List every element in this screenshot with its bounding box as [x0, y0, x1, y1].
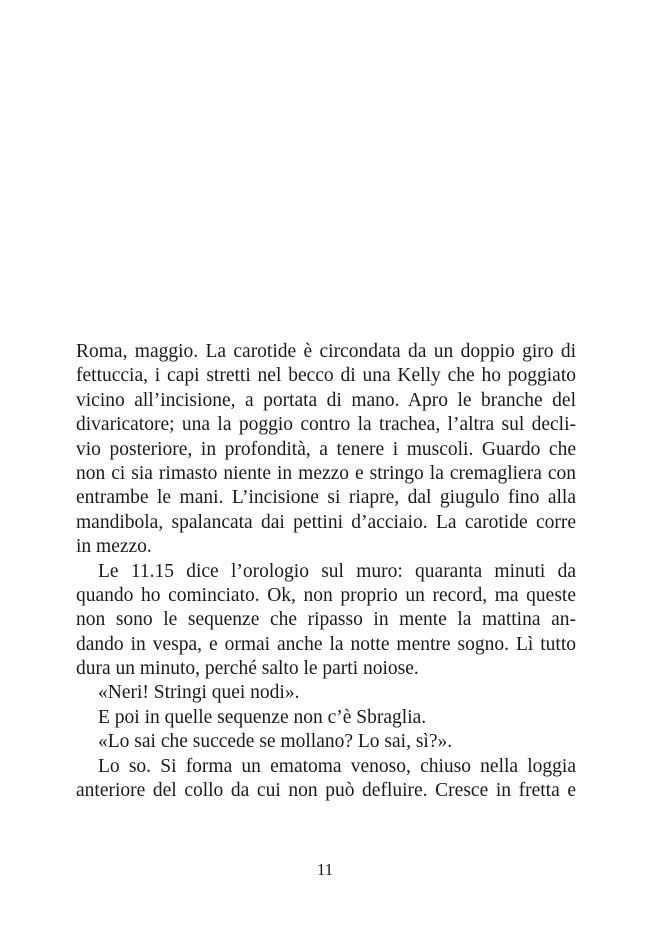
text-line: vicino all’incisione, a portata di mano. Apro le branche del [76, 389, 576, 411]
text-line: vio posteriore, in profondità, a tenere i muscoli. Guardo che [76, 438, 576, 460]
text-line: E poi in quelle sequenze non c’è Sbraglia. [98, 706, 427, 728]
dialogue-line: «Neri! Stringi quei nodi». [98, 682, 300, 704]
text-line: quando ho cominciato. Ok, non proprio un record, ma queste [76, 584, 576, 606]
text-line: Le 11.15 dice l’orologio sul muro: quaranta minuti da [98, 560, 576, 582]
text-line: dura un minuto, perché salto le parti noiose. [76, 658, 419, 680]
text-line: Roma, maggio. La carotide è circondata da un doppio giro di [76, 341, 576, 362]
text-line: non ci sia rimasto niente in mezzo e stringo la cremagliera con [76, 462, 576, 484]
page-number: 11 [316, 860, 334, 879]
text-line: Lo so. Si forma un ematoma venoso, chiuso nella loggia [98, 755, 576, 777]
text-line: non sono le sequenze che ripasso in mente la mattina an- [76, 609, 576, 631]
text-line: mandibola, spalancata dai pettini d’acciaio. La carotide corre [76, 511, 576, 533]
dialogue-line: «Lo sai che succede se mollano? Lo sai, sì?». [98, 731, 453, 753]
text-line: divaricatore; una la poggio contro la trachea, l’altra sul decli- [76, 414, 576, 436]
text-line: anteriore del collo da cui non può defluire. Cresce in fretta e [76, 780, 576, 802]
text-line: dando in vespa, e ormai anche la notte mentre sogno. Lì tutto [76, 633, 576, 655]
text-line: entrambe le mani. L’incisione si riapre, dal giugulo fino alla [76, 487, 576, 509]
text-line: in mezzo. [76, 536, 152, 558]
text-line: fettuccia, i capi stretti nel becco di una Kelly che ho poggiato [76, 365, 576, 387]
body-text [76, 340, 576, 803]
